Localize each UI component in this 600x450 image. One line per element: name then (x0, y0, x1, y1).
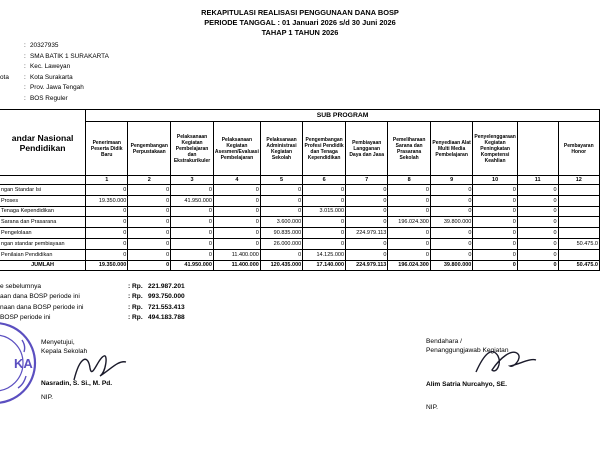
total-cell: 41.950.000 (171, 260, 214, 271)
row-label: Sarana dan Prasarana (0, 217, 86, 228)
table-cell: 0 (473, 185, 517, 196)
row-label: Proses (0, 195, 86, 206)
table-cell: 0 (128, 185, 171, 196)
table-cell: 0 (473, 206, 517, 217)
table-cell: 196.024.300 (388, 217, 431, 228)
total-cell: 196.024.300 (388, 260, 431, 271)
table-cell: 0 (346, 249, 388, 260)
table-cell: 0 (388, 206, 431, 217)
report-title: REKAPITULASI REALISASI PENGGUNAAN DANA BOSP (201, 8, 399, 17)
column-number: 9 (430, 176, 473, 185)
table-cell: 0 (213, 217, 260, 228)
table-row (0, 217, 600, 228)
table-cell: 0 (346, 206, 388, 217)
table-cell: 0 (430, 228, 473, 239)
table-cell: 0 (473, 195, 517, 206)
table-cell: 3.600.000 (260, 217, 302, 228)
table-cell: 0 (86, 185, 128, 196)
table-row (0, 206, 600, 217)
treasurer-role: Penanggungjawab Kegiatan (426, 347, 509, 354)
table-cell: 0 (388, 249, 431, 260)
table-cell: 0 (430, 238, 473, 249)
column-number: 12 (558, 176, 599, 185)
table-cell: 0 (260, 195, 302, 206)
principal-title: Kepala Sekolah (41, 348, 88, 355)
report-period: PERIODE TANGGAL : 01 Januari 2026 s/d 30 Juni 2026 (204, 18, 396, 27)
table-cell (558, 217, 599, 228)
column-number: 7 (346, 176, 388, 185)
row-label: Tenaga Kependidikan (0, 206, 86, 217)
table-cell: 0 (86, 228, 128, 239)
column-number: 10 (473, 176, 517, 185)
table-cell: 0 (388, 195, 431, 206)
report-stage: TAHAP 1 TAHUN 2026 (261, 28, 339, 37)
table-cell: 90.835.000 (260, 228, 302, 239)
column-number: 1 (86, 176, 128, 185)
table-cell: 0 (473, 228, 517, 239)
table-cell: 0 (86, 238, 128, 249)
table-cell: 0 (213, 228, 260, 239)
table-cell: 0 (171, 249, 214, 260)
table-cell: 0 (128, 238, 171, 249)
table-cell: 0 (430, 206, 473, 217)
table-cell: 0 (303, 238, 346, 249)
table-cell: 0 (128, 206, 171, 217)
table-cell: 0 (346, 217, 388, 228)
table-cell: 0 (128, 195, 171, 206)
recap-table (0, 109, 600, 271)
table-cell (558, 249, 599, 260)
table-cell: 0 (303, 217, 346, 228)
table-cell: 0 (303, 195, 346, 206)
school-stamp-icon (0, 320, 38, 406)
row-label: ngan Standar Isi (0, 185, 86, 196)
column-header: Pembiayaan Langganan Daya dan Jasa (346, 122, 388, 176)
table-cell: 0 (346, 195, 388, 206)
total-cell: 0 (473, 260, 517, 271)
table-cell: 0 (473, 249, 517, 260)
table-cell: 0 (388, 238, 431, 249)
column-number: 6 (303, 176, 346, 185)
table-cell: 0 (213, 185, 260, 196)
table-cell: 0 (260, 206, 302, 217)
total-cell: 17.140.000 (303, 260, 346, 271)
table-cell: 0 (171, 228, 214, 239)
table-cell: 0 (171, 185, 214, 196)
table-cell (558, 195, 599, 206)
table-cell: 0 (213, 206, 260, 217)
treasurer-name: Alim Satria Nurcahyo, SE. (426, 381, 507, 388)
column-number: 2 (128, 176, 171, 185)
column-number: 11 (517, 176, 558, 185)
table-cell: 0 (171, 238, 214, 249)
table-row (0, 238, 600, 249)
table-cell (558, 206, 599, 217)
table-cell: 0 (86, 217, 128, 228)
table-cell: 19.350.000 (86, 195, 128, 206)
principal-nip: NIP. (41, 394, 53, 401)
sub-program-header: SUB PROGRAM (86, 110, 600, 122)
table-cell: 14.125.000 (303, 249, 346, 260)
table-cell: 0 (260, 249, 302, 260)
table-cell: 0 (213, 238, 260, 249)
table-cell: 0 (128, 249, 171, 260)
column-number: 5 (260, 176, 302, 185)
total-cell: 11.400.000 (213, 260, 260, 271)
report-header (0, 8, 600, 38)
column-header: Pembayaran Honor (558, 122, 599, 176)
treasurer-nip: NIP. (426, 404, 438, 411)
table-cell: 0 (346, 185, 388, 196)
column-header: Pengembangan Perpustakaan (128, 122, 171, 176)
column-header: Pelaksanaan Administrasi Kegiatan Sekolah (260, 122, 302, 176)
table-cell: 0 (213, 195, 260, 206)
column-number: 3 (171, 176, 214, 185)
table-cell: 0 (388, 185, 431, 196)
column-header: Pelaksanaan Kegiatan Pembelajaran dan Ekstrakurikuler (171, 122, 214, 176)
column-number: 8 (388, 176, 431, 185)
table-cell: 26.000.000 (260, 238, 302, 249)
total-cell: 0 (128, 260, 171, 271)
total-cell: 120.435.000 (260, 260, 302, 271)
column-number: 4 (213, 176, 260, 185)
table-cell (558, 185, 599, 196)
stamp-text: KA (14, 356, 33, 371)
table-cell: 0 (86, 249, 128, 260)
principal-name: Nasradin, S. Si., M. Pd. (41, 380, 113, 387)
snp-header: andar Nasional Pendidikan (0, 110, 86, 176)
total-cell: 0 (517, 260, 558, 271)
table-cell: 0 (171, 206, 214, 217)
table-cell (558, 228, 599, 239)
table-row (0, 249, 600, 260)
table-cell: 0 (128, 217, 171, 228)
table-cell: 0 (517, 195, 558, 206)
table-cell: 0 (517, 228, 558, 239)
row-label: Pengelolaan (0, 228, 86, 239)
column-header: Pelaksanaan Kegiatan Asesmen/Evaluasi Pembelajaran (213, 122, 260, 176)
table-cell: 0 (517, 206, 558, 217)
table-cell: 0 (430, 185, 473, 196)
table-body (0, 185, 600, 261)
column-header: Pemeliharaan Sarana dan Prasarana Sekolah (388, 122, 431, 176)
table-cell: 3.015.000 (303, 206, 346, 217)
treasurer-handwritten-signature (470, 344, 540, 378)
table-cell: 0 (517, 238, 558, 249)
table-cell: 0 (260, 185, 302, 196)
table-cell: 0 (517, 185, 558, 196)
total-label: JUMLAH (0, 260, 86, 271)
table-cell: 39.800.000 (430, 217, 473, 228)
total-cell: 50.475.0 (558, 260, 599, 271)
approval-text: Menyetujui, (41, 339, 75, 346)
table-cell: 0 (430, 195, 473, 206)
row-label: ngan standar pembiayaan (0, 238, 86, 249)
table-cell: 0 (346, 238, 388, 249)
table-cell: 11.400.000 (213, 249, 260, 260)
table-cell: 0 (128, 228, 171, 239)
table-cell: 0 (303, 228, 346, 239)
table-cell: 50.475.0 (558, 238, 599, 249)
table-cell: 0 (517, 249, 558, 260)
table-cell: 0 (388, 228, 431, 239)
total-cell: 19.350.000 (86, 260, 128, 271)
total-row (0, 260, 600, 271)
table-cell: 0 (473, 238, 517, 249)
table-cell: 0 (303, 185, 346, 196)
table-cell: 0 (517, 217, 558, 228)
row-label: Penilaian Pendidikan (0, 249, 86, 260)
column-header (517, 122, 558, 176)
table-cell: 0 (473, 217, 517, 228)
table-row (0, 185, 600, 196)
column-number-row (0, 176, 600, 185)
table-cell: 0 (430, 249, 473, 260)
table-cell: 0 (86, 206, 128, 217)
column-header: Pengembangan Profesi Pendidik dan Tenaga Kependidikan (303, 122, 346, 176)
table-cell: 41.950.000 (171, 195, 214, 206)
column-header: Penyelenggaraan Kegiatan Peningkatan Kompetensi Keahlian (473, 122, 517, 176)
table-cell: 224.979.113 (346, 228, 388, 239)
table-cell: 0 (171, 217, 214, 228)
total-cell: 224.979.113 (346, 260, 388, 271)
table-row (0, 228, 600, 239)
column-header: Penyediaan Alat Multi Media Pembelajaran (430, 122, 473, 176)
column-header: Penerimaan Peserta Didik Baru (86, 122, 128, 176)
table-row (0, 195, 600, 206)
treasurer-title: Bendahara / (426, 338, 462, 345)
total-cell: 39.800.000 (430, 260, 473, 271)
